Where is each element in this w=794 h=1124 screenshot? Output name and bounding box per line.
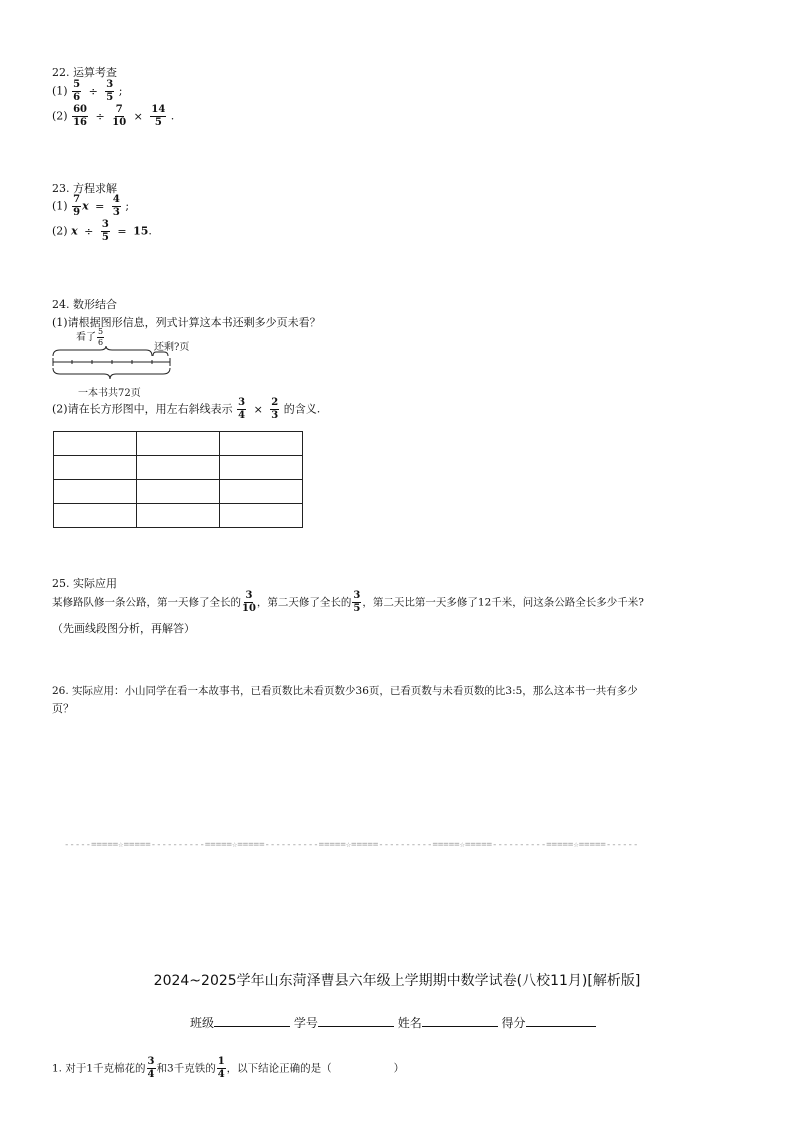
part-label: (1) [52, 84, 68, 98]
grid-cell[interactable] [54, 480, 137, 504]
fraction: $\frac{3}{5}$ [101, 219, 109, 243]
fraction: $\frac{7}{9}$ [73, 194, 81, 218]
grid-row [54, 432, 303, 456]
segment-diagram [52, 327, 190, 399]
section-divider: -----=====☆=====----------=====☆=====----------=====☆=====----------=====☆=====----------=====☆=====------ [64, 840, 639, 850]
punctuation: ; [118, 84, 123, 98]
q25-text: 某修路队修一条公路，第一天修了全长的 $\frac{3}{10}$ ，第二天修了全长的 $\frac{3}{5}$ ，第二天比第一天多修了12千米，问这条公路全长多少千米? [52, 590, 644, 614]
grid-cell[interactable] [54, 456, 137, 480]
student-id-label: 学号 [293, 1016, 318, 1030]
q26-line2: 页？ [52, 702, 74, 715]
divide-sign: ÷ [88, 84, 98, 98]
punctuation: ; [125, 199, 130, 213]
fraction: $\frac{3}{5}$ [353, 590, 361, 614]
q24-part1-text: (1)请根据图形信息，列式计算这本书还剩多少页未看？ [52, 316, 321, 329]
read-brace [53, 346, 152, 356]
fraction: $\frac{60}{16}$ [73, 104, 88, 128]
q22-title: 22. 运算考查 [52, 66, 117, 79]
score-blank[interactable] [526, 1014, 596, 1027]
grid-cell[interactable] [137, 504, 220, 528]
q24-title: 24. 数形结合 [52, 298, 117, 311]
fraction: $\frac{2}{3}$ [271, 397, 279, 421]
name-blank[interactable] [422, 1014, 498, 1027]
equals-sign: = [95, 199, 105, 213]
score-label: 得分 [501, 1016, 526, 1030]
class-blank[interactable] [214, 1014, 290, 1027]
grid-cell[interactable] [54, 432, 137, 456]
grid-cell[interactable] [220, 504, 303, 528]
grid-cell[interactable] [220, 456, 303, 480]
fraction: $\frac{7}{10}$ [112, 104, 127, 128]
grid-cell[interactable] [137, 480, 220, 504]
part-label: (2) [52, 224, 68, 238]
equals-sign: = [117, 224, 127, 238]
multiply-sign: × [133, 109, 143, 123]
q26-line1: 26. 实际应用：小山同学在看一本故事书，已看页数比未看页数少36页，已看页数与未看页数的比3:5，那么这本书一共有多少 [52, 685, 638, 697]
info-line [190, 1014, 596, 1031]
fraction: $\frac{3}{4}$ [238, 397, 246, 421]
exam-title: 2024~2025学年山东菏泽曹县六年级上学期期中数学试卷(八校11月)[解析版] [153, 973, 641, 989]
grid-row [54, 480, 303, 504]
fraction: $\frac{5}{6}$ [73, 79, 81, 103]
total-label: 一本书共72页 [78, 388, 141, 399]
q24-part2-text: (2)请在长方形图中，用左右斜线表示 $\frac{3}{4}$ × $\frac{2}{3}$ 的含义. [52, 397, 321, 421]
grid-cell[interactable] [220, 480, 303, 504]
fraction: $\frac{5}{6}$ [98, 327, 104, 347]
grid-row [54, 456, 303, 480]
grid-row [54, 504, 303, 528]
grid-cell[interactable] [54, 504, 137, 528]
q25-title: 25. 实际应用 [52, 577, 117, 590]
rectangle-grid [53, 431, 303, 528]
q23-part1 [52, 195, 129, 218]
class-label: 班级 [190, 1016, 215, 1030]
divide-sign: ÷ [95, 109, 105, 123]
q23-title: 23. 方程求解 [52, 182, 117, 195]
q22-part1 [52, 80, 122, 103]
fraction: $\frac{14}{5}$ [151, 104, 166, 128]
variable: x [71, 224, 78, 238]
rhs-value: 15 [133, 224, 149, 238]
fraction: $\frac{3}{10}$ [242, 590, 256, 614]
fraction: $\frac{3}{4}$ [147, 1056, 155, 1080]
q23-part2 [52, 220, 152, 243]
remaining-label: 还剩?页 [154, 342, 190, 353]
student-id-blank[interactable] [318, 1014, 394, 1027]
part-label: (2) [52, 109, 68, 123]
name-label: 姓名 [397, 1016, 422, 1030]
total-brace [53, 368, 170, 379]
variable: x [82, 199, 89, 213]
grid-cell[interactable] [220, 432, 303, 456]
fraction: $\frac{3}{5}$ [106, 79, 114, 103]
multiply-sign: × [253, 402, 263, 416]
q1-text: 1. 对于1千克棉花的 $\frac{3}{4}$ 和3千克铁的 $\frac{1}{4}$ ，以下结论正确的是（ ） [52, 1056, 405, 1080]
q22-part2 [52, 105, 174, 128]
read-label: 看了 $\frac{5}{6}$ [76, 327, 104, 347]
grid-cell[interactable] [137, 456, 220, 480]
punctuation: . [170, 109, 175, 123]
segment-lines [52, 346, 182, 388]
grid-cell[interactable] [137, 432, 220, 456]
divide-sign: ÷ [84, 224, 94, 238]
remaining-brace [153, 352, 168, 356]
fraction: $\frac{4}{3}$ [112, 194, 120, 218]
q25-note: （先画线段图分析，再解答） [52, 622, 195, 635]
part-label: (1) [52, 199, 68, 213]
punctuation: . [148, 224, 152, 238]
fraction: $\frac{1}{4}$ [217, 1056, 225, 1080]
